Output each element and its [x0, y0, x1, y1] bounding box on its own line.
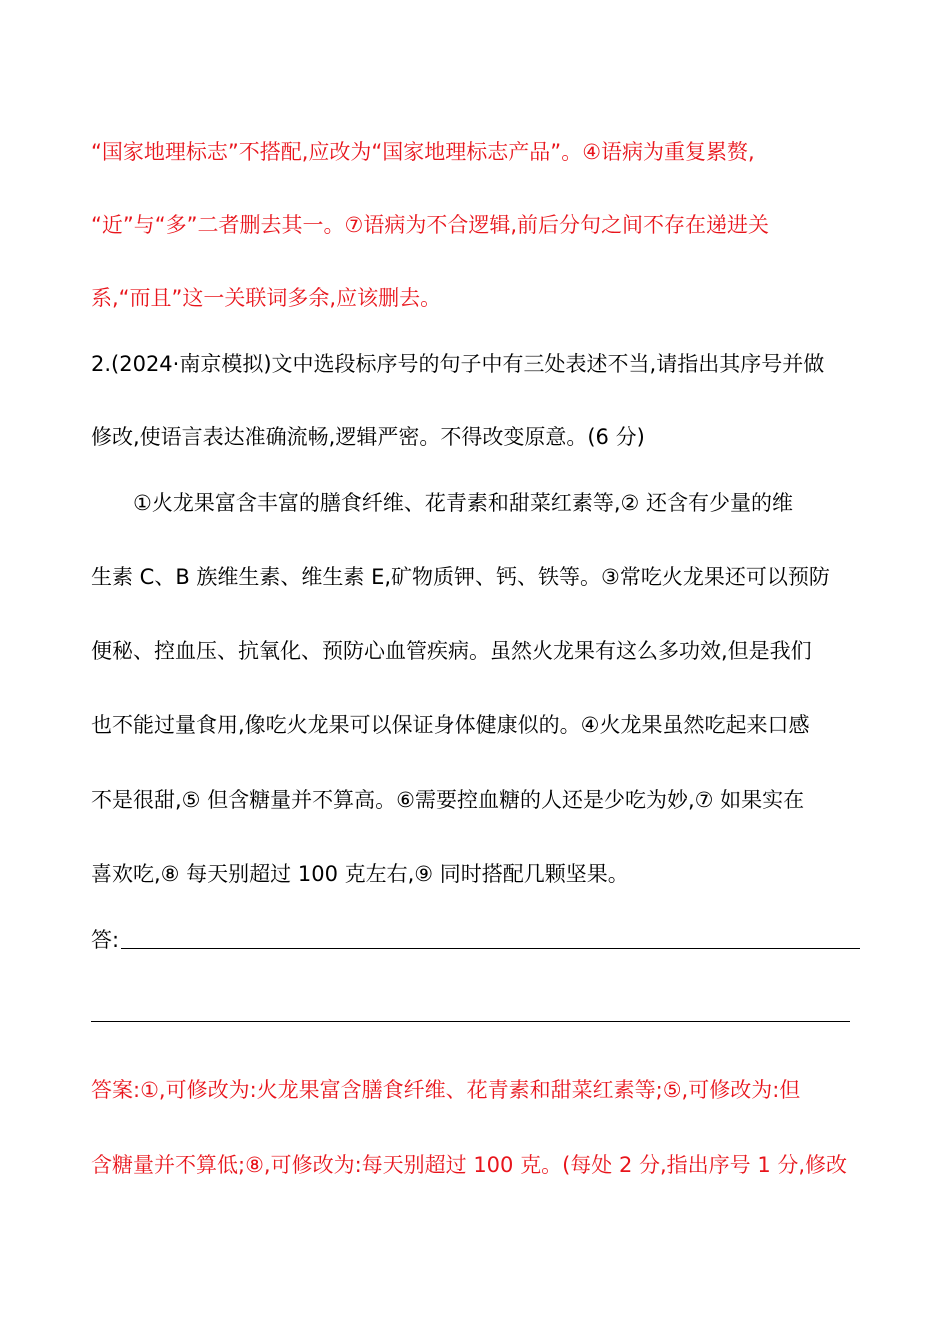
passage-line-2: 生素 C、B 族维生素、维生素 E,矿物质钾、钙、铁等。③常吃火龙果还可以预防	[91, 565, 830, 589]
answer-prompt-label: 答:	[91, 928, 120, 952]
passage-line-6: 喜欢吃,⑧ 每天别超过 100 克左右,⑨ 同时搭配几颗坚果。	[91, 862, 629, 886]
question-line-1: 2.(2024·南京模拟)文中选段标序号的句子中有三处表述不当,请指出其序号并做	[91, 352, 825, 376]
answer-line-2: 含糖量并不算低;⑧,可修改为:每天别超过 100 克。(每处 2 分,指出序号 1 分,修改	[91, 1153, 848, 1177]
prev-answer-line-1: “国家地理标志”不搭配,应改为“国家地理标志产品”。④语病为重复累赘,	[91, 140, 755, 164]
prev-answer-line-3: 系,“而且”这一关联词多余,应该删去。	[91, 286, 442, 310]
answer-blank-line-1[interactable]	[121, 948, 860, 949]
answer-blank-line-2[interactable]	[91, 1021, 850, 1022]
passage-line-4: 也不能过量食用,像吃火龙果可以保证身体健康似的。④火龙果虽然吃起来口感	[91, 713, 810, 737]
prev-answer-line-2: “近”与“多”二者删去其一。⑦语病为不合逻辑,前后分句之间不存在递进关	[91, 213, 770, 237]
passage-line-1: ①火龙果富含丰富的膳食纤维、花青素和甜菜红素等,② 还含有少量的维	[133, 491, 794, 515]
passage-line-3: 便秘、控血压、抗氧化、预防心血管疾病。虽然火龙果有这么多功效,但是我们	[91, 639, 812, 663]
answer-line-1: 答案:①,可修改为:火龙果富含膳食纤维、花青素和甜菜红素等;⑤,可修改为:但	[91, 1078, 801, 1102]
passage-line-5: 不是很甜,⑤ 但含糖量并不算高。⑥需要控血糖的人还是少吃为妙,⑦ 如果实在	[91, 788, 805, 812]
question-line-2: 修改,使语言表达准确流畅,逻辑严密。不得改变原意。(6 分)	[91, 425, 645, 449]
